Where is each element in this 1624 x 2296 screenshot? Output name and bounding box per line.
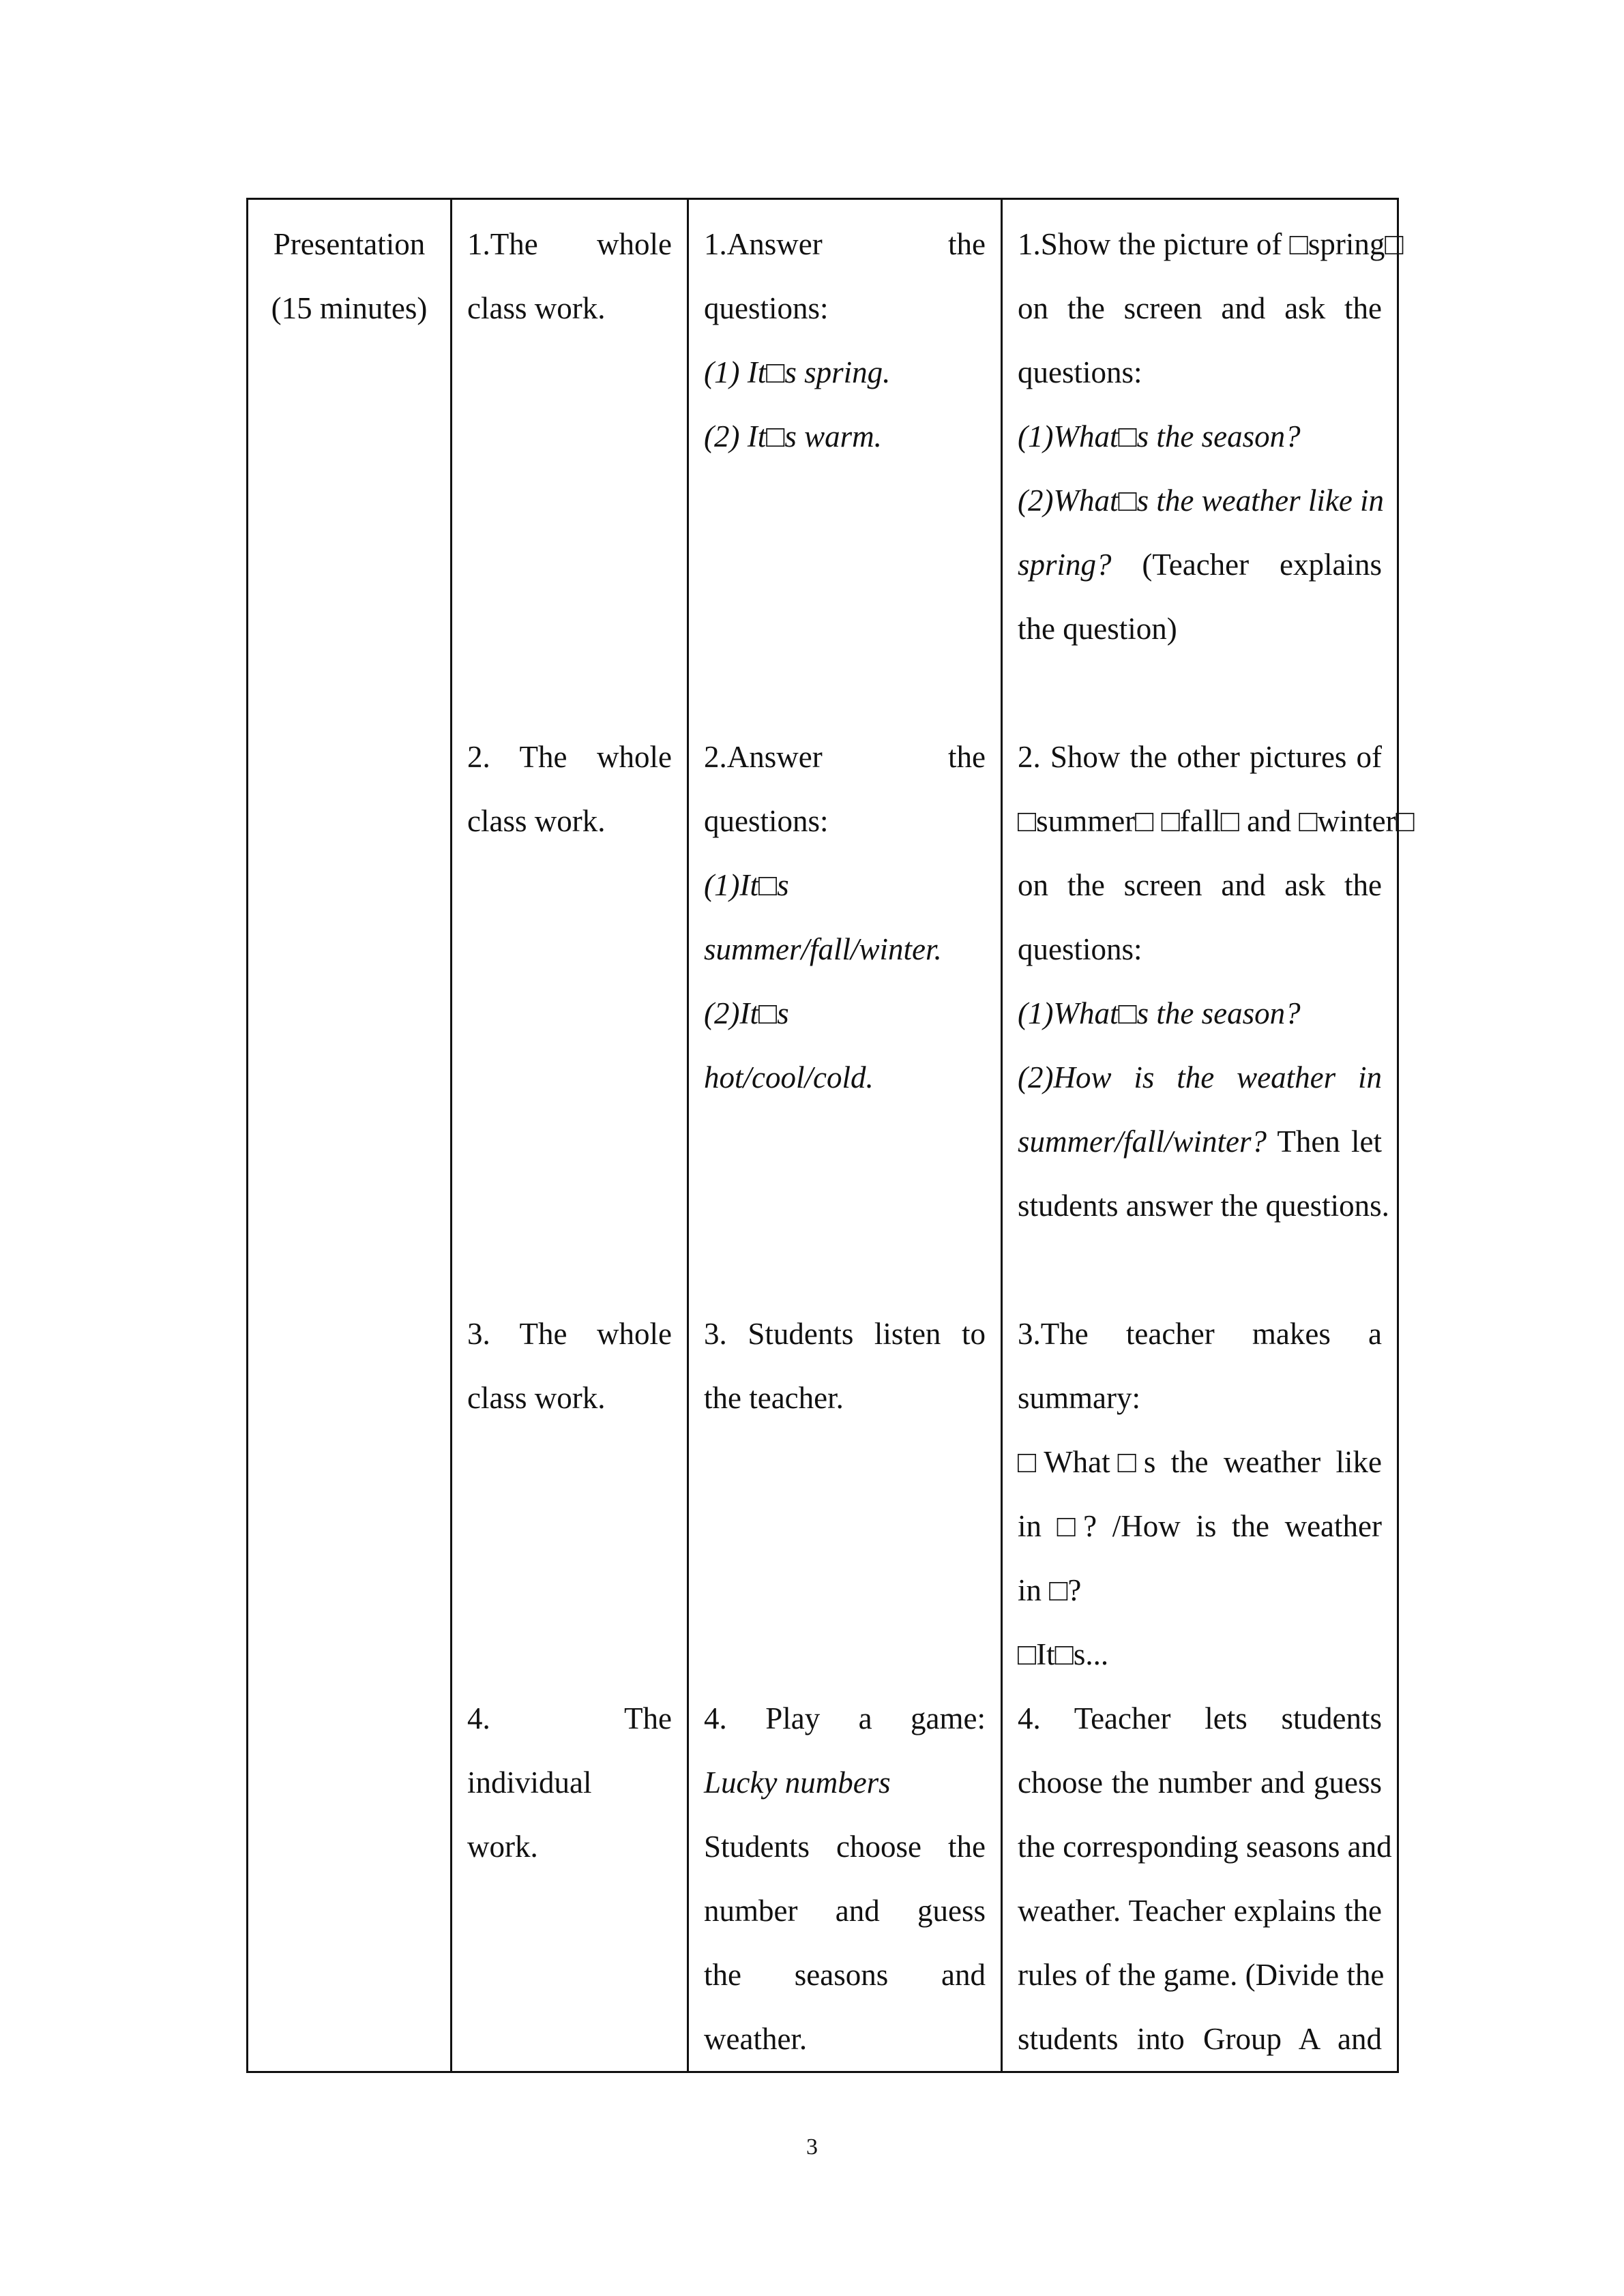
text-line: work.: [467, 1830, 538, 1864]
text-line: 3. Students listen to: [704, 1317, 986, 1351]
page-number: 3: [806, 2134, 818, 2160]
text-line: 1.Answer the: [704, 227, 986, 261]
text-line: weather. Teacher explains the: [1018, 1894, 1382, 1928]
text-line: Students choose the: [704, 1830, 986, 1864]
students-step-2: [704, 725, 986, 1238]
text-line: (1)What□s the season?: [1018, 996, 1301, 1030]
text-line: questions:: [1018, 355, 1142, 389]
text-line: rules of the game. (Divide the: [1018, 1958, 1385, 1992]
text-line: Lucky numbers: [704, 1765, 891, 1800]
teacher-step-2: [1018, 725, 1415, 1238]
text-line: the seasons and: [704, 1958, 986, 1992]
text-line: weather.: [704, 2022, 808, 2056]
text-line: (2)How is the weather in: [1018, 1060, 1382, 1094]
text-line: on the screen and ask the: [1018, 291, 1382, 325]
organization-step-2: [467, 725, 672, 1238]
text-line: the corresponding seasons and: [1018, 1830, 1392, 1864]
text-line-part: (Teacher explains: [1142, 548, 1382, 582]
text-line: □It□s...: [1018, 1637, 1109, 1671]
text-line: (1) It□s spring.: [704, 355, 891, 389]
teacher-step-1: [1018, 212, 1404, 661]
lesson-plan-table: [246, 198, 1415, 2073]
text-line: (2) It□s warm.: [704, 419, 882, 453]
stage-name: Presentation: [273, 227, 426, 261]
teacher-step-4: [1018, 1686, 1392, 2071]
text-line-part: summer/fall/winter?: [1018, 1124, 1267, 1159]
text-line: 4. The: [467, 1701, 672, 1735]
text-line: 4. Teacher lets students: [1018, 1701, 1382, 1735]
text-line: number and guess: [704, 1894, 986, 1928]
text-line: □What□s the weather like: [1018, 1445, 1382, 1479]
students-activity-column: [688, 199, 1002, 2072]
stage-cell: [248, 199, 452, 2072]
text-line-part: Then let: [1277, 1124, 1382, 1159]
text-line: hot/cool/cold.: [704, 1060, 874, 1094]
text-line: summer/fall/winter.: [704, 932, 942, 966]
text-line: 2.Answer the: [704, 740, 986, 774]
text-line: questions:: [1018, 932, 1142, 966]
organization-column: [452, 199, 688, 2072]
text-line: in □? /How is the weather: [1018, 1509, 1382, 1543]
text-line: (1)What□s the season?: [1018, 419, 1301, 453]
stage-duration: (15 minutes): [271, 291, 428, 325]
text-line: (2)It□s: [704, 996, 789, 1030]
text-line: individual: [467, 1765, 592, 1800]
students-step-1: [704, 212, 986, 661]
text-line: [1018, 533, 1382, 597]
text-line: (2)What□s the weather like in: [1018, 483, 1385, 518]
text-line: (1)It□s: [704, 868, 789, 902]
teacher-activity-column: [1002, 199, 1415, 2072]
text-line: the teacher.: [704, 1381, 844, 1415]
text-line: the question): [1018, 612, 1177, 646]
text-line: 4. Play a game:: [704, 1701, 986, 1735]
teacher-step-3: [1018, 1302, 1382, 1686]
text-line: questions:: [704, 804, 829, 838]
text-line: class work.: [467, 1381, 606, 1415]
organization-step-3: [467, 1302, 672, 1686]
text-line: 2. The whole: [467, 740, 672, 774]
text-line: class work.: [467, 804, 606, 838]
text-line: choose the number and guess: [1018, 1765, 1382, 1800]
text-line: students answer the questions.: [1018, 1189, 1389, 1223]
students-step-3: [704, 1302, 986, 1686]
text-line: 1.The whole: [467, 227, 672, 261]
text-line-part: spring?: [1018, 548, 1112, 582]
table-row: [248, 199, 1398, 2072]
organization-step-4: [467, 1686, 672, 1879]
text-line: 2. Show the other pictures of: [1018, 740, 1382, 774]
text-line: class work.: [467, 291, 606, 325]
organization-step-1: [467, 212, 672, 661]
text-line: questions:: [704, 291, 829, 325]
text-line: [1018, 1109, 1382, 1174]
text-line: on the screen and ask the: [1018, 868, 1382, 902]
text-line: in □?: [1018, 1573, 1082, 1607]
text-line: 1.Show the picture of □spring□: [1018, 227, 1404, 261]
text-line: students into Group A and: [1018, 2022, 1382, 2056]
students-step-4: [704, 1686, 986, 2071]
text-line: summary:: [1018, 1381, 1140, 1415]
text-line: 3.The teacher makes a: [1018, 1317, 1382, 1351]
text-line: □summer□ □fall□ and □winter□: [1018, 804, 1415, 838]
text-line: 3. The whole: [467, 1317, 672, 1351]
